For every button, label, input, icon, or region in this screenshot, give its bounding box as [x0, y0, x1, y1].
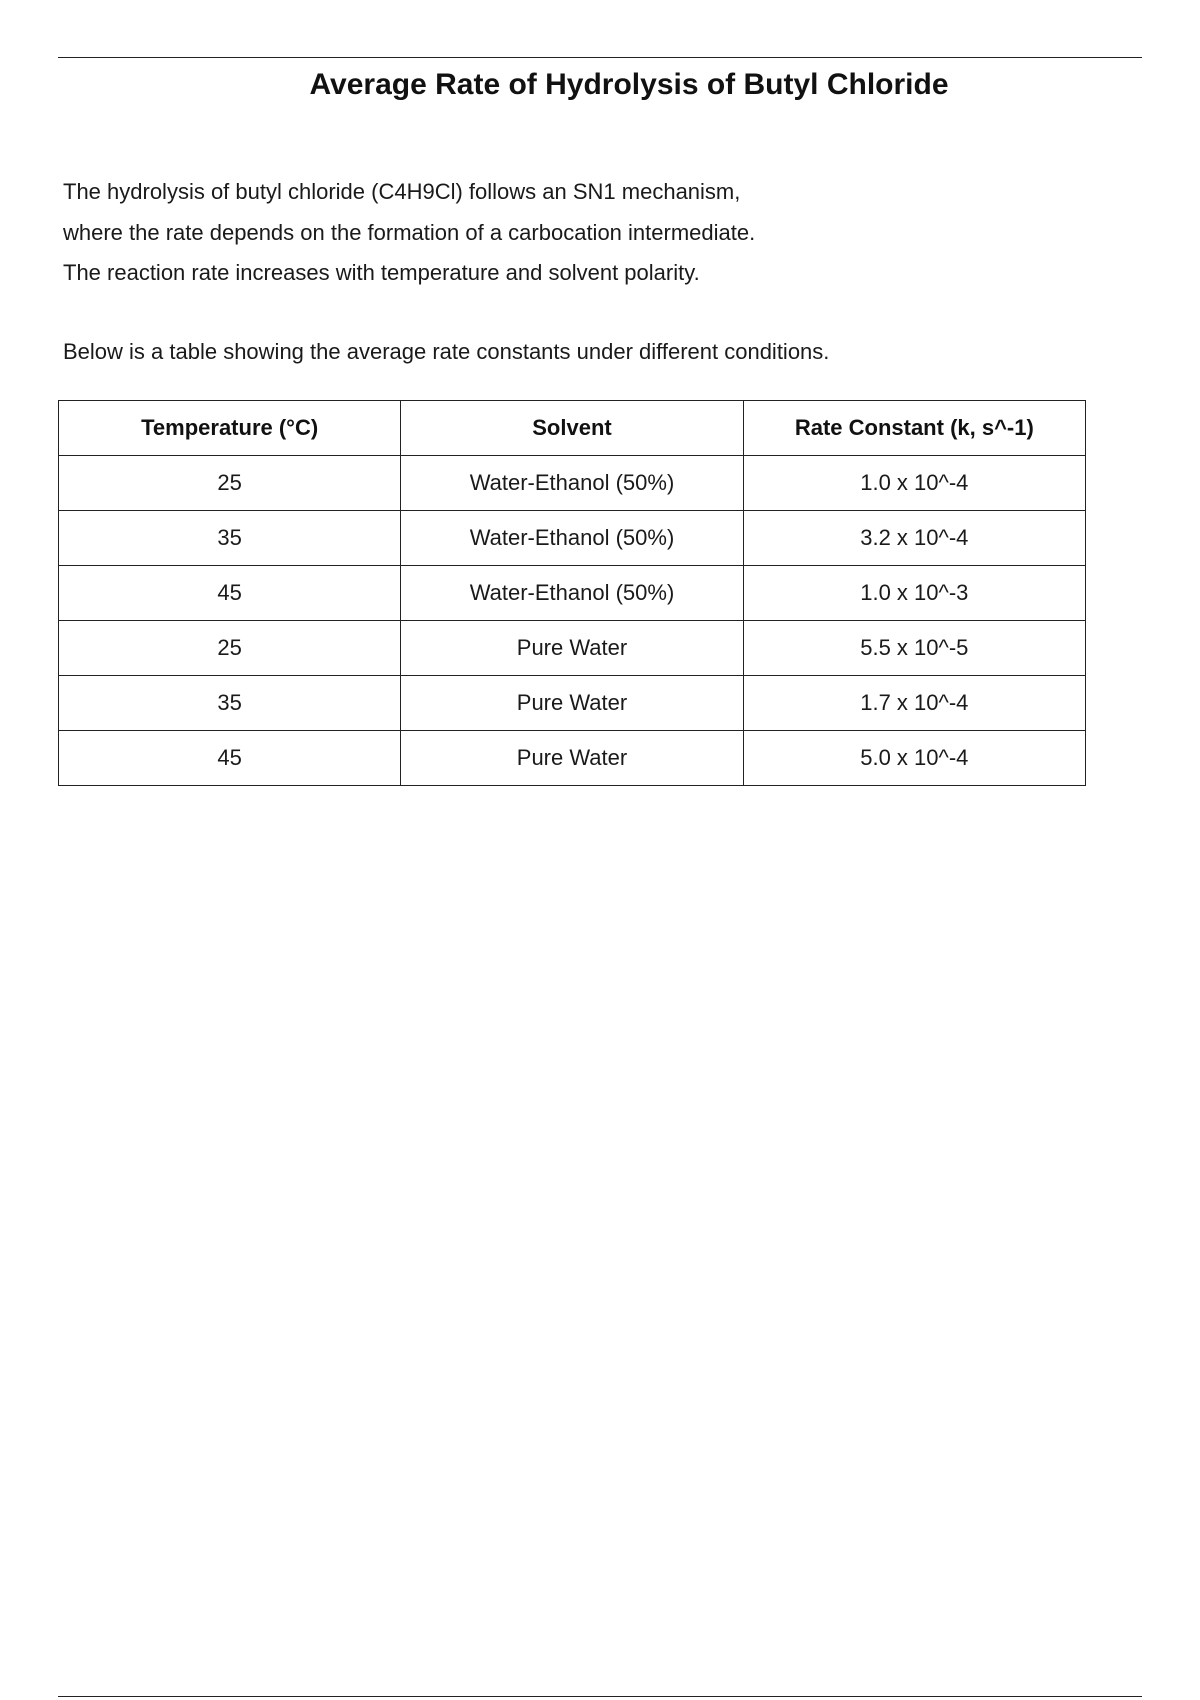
intro-paragraph: [63, 172, 1123, 294]
table-row: [59, 456, 1086, 511]
table-row: [59, 511, 1086, 566]
page-title: Average Rate of Hydrolysis of Butyl Chloride: [309, 68, 949, 101]
cell-solvent: Water-Ethanol (50%): [401, 456, 743, 511]
cell-solvent: Pure Water: [401, 621, 743, 676]
table-row: [59, 676, 1086, 731]
table-row: [59, 566, 1086, 621]
intro-line: The hydrolysis of butyl chloride (C4H9Cl) follows an SN1 mechanism,: [63, 179, 741, 204]
column-header-solvent: Solvent: [401, 401, 743, 456]
column-header-rate-constant: Rate Constant (k, s^-1): [743, 401, 1085, 456]
cell-solvent: Pure Water: [401, 731, 743, 786]
intro-line: The reaction rate increases with temperature and solvent polarity.: [63, 260, 700, 285]
cell-solvent: Water-Ethanol (50%): [401, 511, 743, 566]
table-row: [59, 731, 1086, 786]
table-header-row: [59, 401, 1086, 456]
cell-temperature: 25: [59, 621, 401, 676]
cell-temperature: 45: [59, 566, 401, 621]
cell-temperature: 45: [59, 731, 401, 786]
table-row: [59, 621, 1086, 676]
rate-constant-table: [58, 400, 1086, 786]
intro-line: where the rate depends on the formation of a carbocation intermediate.: [63, 219, 756, 245]
cell-rate-constant: 3.2 x 10^-4: [743, 511, 1085, 566]
cell-solvent: Pure Water: [401, 676, 743, 731]
cell-temperature: 35: [59, 676, 401, 731]
bottom-rule: [58, 1696, 1142, 1697]
top-rule: [58, 57, 1142, 58]
cell-temperature: 25: [59, 456, 401, 511]
cell-rate-constant: 1.0 x 10^-4: [743, 456, 1085, 511]
cell-temperature: 35: [59, 511, 401, 566]
table-lead-text: Below is a table showing the average rate constants under different conditions.: [63, 339, 830, 364]
cell-rate-constant: 5.5 x 10^-5: [743, 621, 1085, 676]
cell-rate-constant: 1.7 x 10^-4: [743, 676, 1085, 731]
column-header-temperature: Temperature (°C): [59, 401, 401, 456]
cell-solvent: Water-Ethanol (50%): [401, 566, 743, 621]
cell-rate-constant: 1.0 x 10^-3: [743, 566, 1085, 621]
cell-rate-constant: 5.0 x 10^-4: [743, 731, 1085, 786]
